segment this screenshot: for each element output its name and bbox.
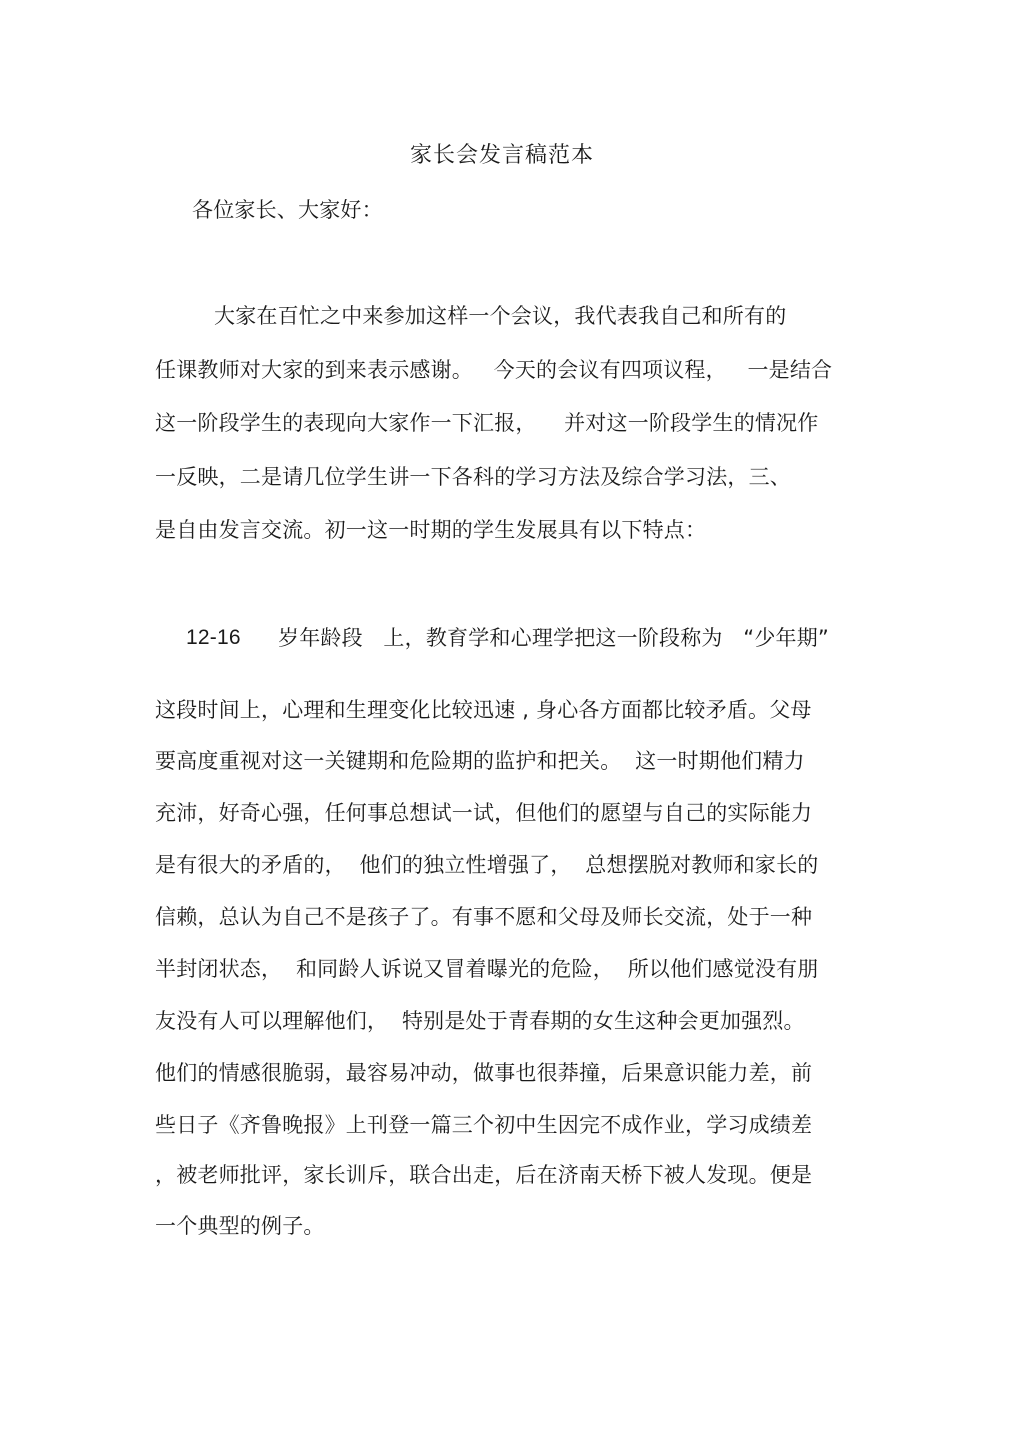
paragraph1-line-4: 一反映，二是请几位学生讲一下各科的学习方法及综合学习法，三、 [155, 465, 791, 489]
paragraph2-line-11: ，被老师批评，家长训斥，联合出走，后在济南天桥下被人发现。便是 [155, 1163, 813, 1187]
paragraph1-line-2: 任课教师对大家的到来表示感谢。 今天的会议有四项议程， 一是结合 [155, 358, 833, 382]
paragraph2-line-8: 友没有人可以理解他们， 特别是处于青春期的女生这种会更加强烈。 [155, 1009, 805, 1033]
paragraph2-line-5: 是有很大的矛盾的， 他们的独立性增强了， 总想摆脱对教师和家长的 [155, 853, 819, 877]
greeting: 各位家长、大家好： [192, 198, 383, 222]
paragraph2-line-2: 这段时间上，心理和生理变化比较迅速 , 身心各方面都比较矛盾。父母 [155, 698, 812, 722]
paragraph2-line-3: 要高度重视对这一关键期和危险期的监护和把关。 这一时期他们精力 [155, 749, 805, 773]
paragraph1-line-1: 大家在百忙之中来参加这样一个会议，我代表我自己和所有的 [214, 304, 787, 328]
paragraph2-line-4: 充沛，好奇心强，任何事总想试一试，但他们的愿望与自己的实际能力 [155, 801, 813, 825]
age-range: 12-16 [186, 626, 241, 649]
paragraph2-line-9: 他们的情感很脆弱，最容易冲动，做事也很莽撞，后果意识能力差，前 [155, 1061, 813, 1085]
paragraph1-line-5: 是自由发言交流。初一这一时期的学生发展具有以下特点： [155, 518, 707, 542]
paragraph2-line-7: 半封闭状态， 和同龄人诉说又冒着曝光的危险， 所以他们感觉没有朋 [155, 957, 819, 981]
paragraph2-line-10: 些日子《齐鲁晚报》上刊登一篇三个初中生因完不成作业，学习成绩差 [155, 1113, 813, 1137]
paragraph1-line-3: 这一阶段学生的表现向大家作一下汇报， 并对这一阶段学生的情况作 [155, 411, 819, 435]
paragraph2-line-6: 信赖，总认为自己不是孩子了。有事不愿和父母及师长交流，处于一种 [155, 905, 813, 929]
paragraph2-line-12: 一个典型的例子。 [155, 1214, 325, 1238]
paragraph2-line-1: 岁年龄段 上，教育学和心理学把这一阶段称为 “少年期” [278, 626, 830, 650]
document-title: 家长会发言稿范本 [409, 143, 594, 168]
